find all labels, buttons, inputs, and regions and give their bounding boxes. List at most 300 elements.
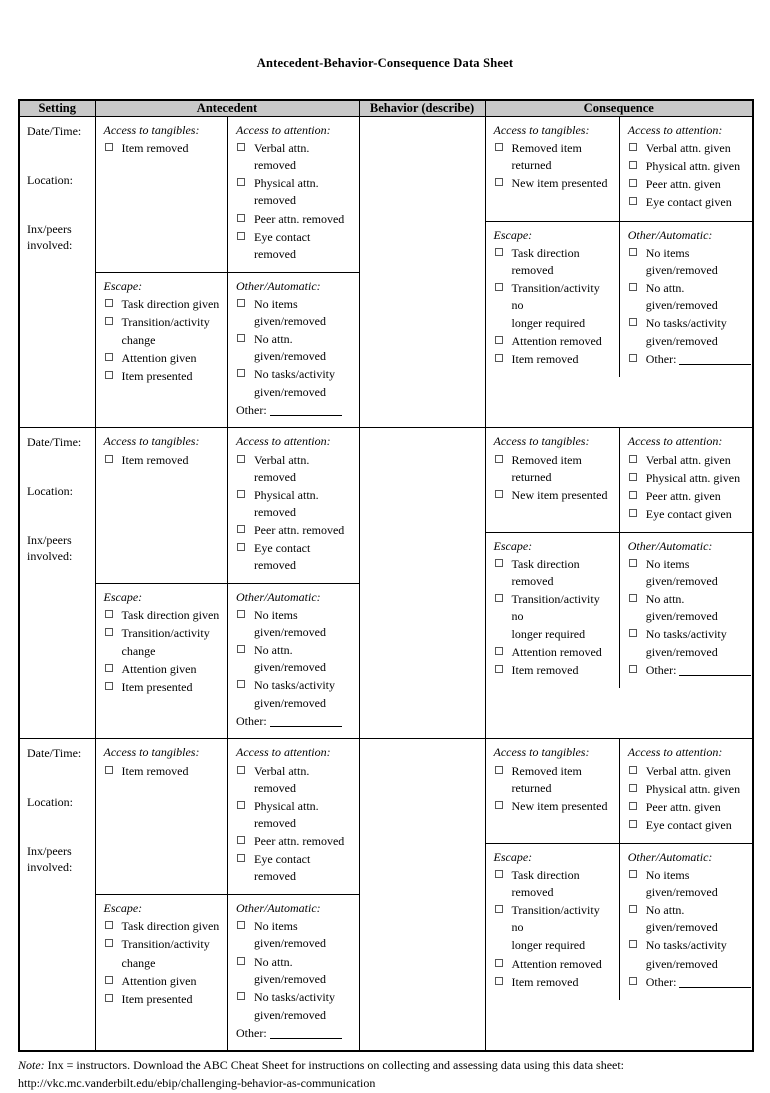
option-label: Eye contact given	[645, 817, 732, 832]
option-label: Verbal attn. removed	[254, 141, 310, 173]
option-label: No tasks/activity	[645, 316, 727, 331]
checkbox-option[interactable]	[628, 470, 745, 487]
other-write-in[interactable]	[236, 713, 352, 730]
option-label: Item removed	[511, 663, 579, 678]
checkbox-option[interactable]	[494, 902, 612, 936]
checkbox-option[interactable]	[494, 245, 612, 279]
location-label: Location:	[27, 795, 73, 810]
checkbox-icon[interactable]	[237, 610, 245, 618]
option-label: Transition/activity no	[511, 903, 600, 935]
checkbox-option[interactable]	[236, 677, 352, 694]
checkbox-option[interactable]	[236, 763, 352, 797]
option-label: No items given/removed	[645, 868, 718, 900]
checkbox-option[interactable]	[628, 315, 745, 332]
checkbox-icon[interactable]	[105, 628, 113, 636]
group-title: Access to tangibles:	[493, 745, 590, 760]
group-title: Escape:	[103, 278, 143, 293]
checkbox-icon[interactable]	[105, 610, 113, 618]
group-title: Access to tangibles:	[103, 123, 200, 137]
checkbox-option[interactable]	[628, 799, 745, 816]
checkbox-icon[interactable]	[495, 336, 503, 344]
antecedent-escape-group	[96, 583, 228, 738]
option-label: Transition/activity	[121, 315, 210, 330]
option-label: Attention given	[121, 973, 197, 988]
consequence-access-tangibles-group	[486, 428, 620, 532]
other-write-in[interactable]	[628, 351, 745, 368]
other-label: Other:	[236, 403, 267, 418]
checkbox-option[interactable]	[104, 936, 221, 953]
checkbox-icon[interactable]	[629, 318, 637, 326]
option-label: Physical attn. removed	[254, 487, 319, 519]
other-write-in[interactable]	[628, 974, 745, 991]
checkbox-option[interactable]	[628, 280, 745, 314]
checkbox-option[interactable]	[628, 781, 745, 798]
option-label: New item presented	[511, 798, 608, 813]
involved-label-line2: involved:	[27, 860, 73, 875]
checkbox-option[interactable]	[628, 556, 745, 590]
other-label: Other:	[645, 663, 677, 678]
checkbox-icon[interactable]	[629, 940, 637, 948]
option-label: longer required	[511, 938, 586, 953]
checkbox-icon[interactable]	[495, 248, 503, 256]
footer-note	[18, 1056, 752, 1093]
checkbox-icon[interactable]	[237, 369, 245, 377]
option-label: Verbal attn. given	[645, 452, 731, 467]
write-in-line[interactable]	[679, 664, 751, 676]
checkbox-icon[interactable]	[495, 801, 503, 809]
checkbox-icon[interactable]	[629, 766, 637, 774]
checkbox-icon[interactable]	[237, 957, 245, 965]
checkbox-icon[interactable]	[629, 905, 637, 913]
checkbox-option[interactable]	[236, 452, 352, 486]
option-label: change	[121, 333, 156, 348]
checkbox-icon[interactable]	[495, 559, 503, 567]
other-write-in[interactable]	[236, 1025, 352, 1042]
checkbox-option[interactable]	[236, 798, 352, 832]
consequence-access-attention-group	[619, 117, 752, 221]
checkbox-option[interactable]	[628, 817, 745, 834]
checkbox-option[interactable]	[236, 642, 352, 676]
checkbox-icon[interactable]	[629, 870, 637, 878]
consequence-other-automatic-group	[619, 532, 752, 688]
checkbox-icon[interactable]	[629, 629, 637, 637]
column-header-setting: Setting	[19, 100, 95, 117]
checkbox-icon[interactable]	[237, 766, 245, 774]
checkbox-icon[interactable]	[495, 594, 503, 602]
note-line	[18, 1056, 752, 1075]
datetime-label: Date/Time:	[27, 124, 82, 138]
checkbox-icon[interactable]	[629, 977, 637, 985]
checkbox-option[interactable]	[494, 956, 612, 973]
behavior-cell[interactable]	[359, 117, 485, 428]
checkbox-option[interactable]	[104, 661, 221, 678]
checkbox-option[interactable]	[628, 452, 745, 469]
checkbox-option[interactable]	[236, 229, 352, 263]
write-in-line[interactable]	[270, 404, 342, 416]
option-label: Eye contact removed	[254, 851, 311, 884]
option-label: No tasks/activity	[645, 938, 727, 953]
checkbox-icon[interactable]	[105, 455, 113, 463]
checkbox-option[interactable]	[628, 158, 745, 175]
option-continuation	[628, 333, 745, 350]
group-title: Other/Automatic:	[627, 538, 713, 553]
option-label: Item presented	[121, 991, 193, 1006]
other-label: Other:	[645, 352, 677, 367]
checkbox-icon[interactable]	[495, 354, 503, 362]
checkbox-icon[interactable]	[629, 354, 637, 362]
checkbox-option[interactable]	[236, 540, 352, 574]
checkbox-option[interactable]	[104, 314, 221, 331]
checkbox-option[interactable]	[236, 918, 352, 952]
checkbox-icon[interactable]	[629, 283, 637, 291]
checkbox-icon[interactable]	[629, 143, 637, 151]
checkbox-option[interactable]	[494, 662, 612, 679]
option-label: change	[121, 955, 156, 970]
option-label: Task direction removed	[511, 557, 580, 589]
checkbox-icon[interactable]	[629, 802, 637, 810]
option-continuation	[628, 956, 745, 973]
option-label: Item removed	[511, 352, 579, 367]
other-label: Other:	[645, 974, 677, 989]
option-label: Eye contact given	[645, 195, 732, 210]
behavior-cell[interactable]	[359, 739, 485, 1051]
option-label: given/removed	[254, 385, 326, 400]
checkbox-option[interactable]	[236, 175, 352, 209]
option-label: Physical attn. given	[645, 470, 741, 485]
checkbox-icon[interactable]	[237, 525, 245, 533]
checkbox-icon[interactable]	[105, 994, 113, 1002]
option-label: No tasks/activity	[254, 989, 335, 1004]
checkbox-icon[interactable]	[105, 371, 113, 379]
checkbox-icon[interactable]	[629, 491, 637, 499]
option-label: No tasks/activity	[645, 627, 727, 642]
consequence-access-attention-group	[619, 739, 752, 843]
page-title: Antecedent-Behavior-Consequence Data Sheet	[256, 56, 514, 70]
option-label: Eye contact given	[645, 506, 732, 521]
option-continuation	[494, 315, 612, 332]
antecedent-other-automatic-group	[228, 895, 359, 1050]
checkbox-option[interactable]	[104, 350, 221, 367]
option-continuation	[628, 644, 745, 661]
checkbox-option[interactable]	[236, 522, 352, 539]
checkbox-icon[interactable]	[495, 283, 503, 291]
group-title: Access to attention:	[627, 745, 723, 760]
checkbox-option[interactable]	[628, 763, 745, 780]
checkbox-icon[interactable]	[105, 299, 113, 307]
checkbox-option[interactable]	[104, 625, 221, 642]
checkbox-icon[interactable]	[237, 992, 245, 1000]
checkbox-option[interactable]	[494, 867, 612, 901]
option-label: No attn. given/removed	[254, 643, 326, 675]
checkbox-option[interactable]	[104, 918, 221, 935]
checkbox-icon[interactable]	[237, 645, 245, 653]
checkbox-icon[interactable]	[237, 490, 245, 498]
checkbox-icon[interactable]	[629, 509, 637, 517]
checkbox-icon[interactable]	[237, 334, 245, 342]
consequence-escape-group	[486, 843, 620, 999]
datetime-label: Date/Time:	[27, 746, 82, 761]
option-label: Verbal attn. given	[645, 763, 731, 778]
checkbox-option[interactable]	[494, 974, 612, 991]
group-title: Other/Automatic:	[236, 278, 321, 293]
option-label: Attention removed	[511, 645, 602, 660]
checkbox-icon[interactable]	[495, 647, 503, 655]
checkbox-option[interactable]	[236, 296, 352, 330]
checkbox-icon[interactable]	[105, 939, 113, 947]
option-label: Physical attn. given	[645, 781, 741, 796]
checkbox-icon[interactable]	[105, 976, 113, 984]
checkbox-icon[interactable]	[495, 143, 503, 151]
checkbox-icon[interactable]	[237, 680, 245, 688]
checkbox-option[interactable]	[494, 280, 612, 314]
checkbox-icon[interactable]	[495, 665, 503, 673]
abc-data-table	[18, 99, 754, 1052]
checkbox-icon[interactable]	[237, 232, 245, 240]
checkbox-icon[interactable]	[629, 248, 637, 256]
table-row	[19, 117, 753, 428]
consequence-cell	[485, 739, 753, 1051]
checkbox-icon[interactable]	[629, 594, 637, 602]
write-in-line[interactable]	[679, 353, 751, 365]
option-label: New item presented	[511, 176, 608, 191]
checkbox-icon[interactable]	[237, 854, 245, 862]
option-label: Task direction given	[121, 919, 220, 934]
checkbox-option[interactable]	[494, 591, 612, 625]
antecedent-cell	[95, 428, 359, 739]
option-label: Item removed	[511, 974, 579, 989]
checkbox-option[interactable]	[628, 867, 745, 901]
group-title: Escape:	[493, 227, 533, 242]
antecedent-escape-group	[96, 272, 228, 427]
checkbox-option[interactable]	[104, 991, 221, 1008]
option-label: Attention removed	[511, 334, 602, 349]
checkbox-option[interactable]	[236, 140, 352, 174]
option-label: Attention given	[121, 351, 197, 366]
checkbox-icon[interactable]	[629, 161, 637, 169]
checkbox-icon[interactable]	[237, 214, 245, 222]
write-in-line[interactable]	[270, 1027, 342, 1039]
option-label: given/removed	[645, 956, 718, 971]
checkbox-icon[interactable]	[629, 197, 637, 205]
checkbox-icon[interactable]	[629, 455, 637, 463]
checkbox-option[interactable]	[104, 140, 221, 157]
option-label: Transition/activity no	[511, 592, 600, 624]
option-label: Transition/activity	[121, 937, 210, 952]
checkbox-option[interactable]	[236, 487, 352, 521]
behavior-cell[interactable]	[359, 428, 485, 739]
option-label: No items given/removed	[645, 245, 718, 277]
option-continuation	[494, 937, 612, 954]
checkbox-option[interactable]	[494, 452, 612, 486]
checkbox-option[interactable]	[236, 607, 352, 641]
location-label: Location:	[27, 172, 73, 187]
checkbox-option[interactable]	[628, 245, 745, 279]
option-label: Transition/activity no	[511, 280, 600, 312]
option-label: No items given/removed	[254, 297, 326, 329]
option-continuation	[104, 955, 221, 972]
checkbox-option[interactable]	[236, 851, 352, 885]
option-label: No items given/removed	[254, 919, 326, 951]
note-url[interactable]: http://vkc.mc.vanderbilt.edu/ebip/challenging-behavior-as-communication	[18, 1076, 376, 1091]
option-label: Physical attn. removed	[254, 176, 319, 208]
option-label: Task direction given	[121, 608, 220, 623]
checkbox-option[interactable]	[494, 798, 612, 815]
checkbox-icon[interactable]	[237, 543, 245, 551]
group-title: Other/Automatic:	[236, 901, 321, 916]
option-label: Task direction removed	[511, 868, 580, 900]
checkbox-icon[interactable]	[105, 921, 113, 929]
checkbox-icon[interactable]	[629, 820, 637, 828]
option-label: longer required	[511, 627, 586, 642]
option-label: No attn. given/removed	[254, 954, 326, 986]
group-title: Access to attention:	[236, 745, 331, 760]
checkbox-icon[interactable]	[495, 959, 503, 967]
group-title: Escape:	[103, 901, 143, 916]
checkbox-icon[interactable]	[237, 921, 245, 929]
column-header-behavior: Behavior (describe)	[359, 100, 485, 117]
checkbox-option[interactable]	[628, 591, 745, 625]
option-label: Item removed	[121, 763, 189, 778]
option-label: change	[121, 644, 156, 659]
option-label: Item removed	[121, 141, 189, 156]
checkbox-icon[interactable]	[495, 977, 503, 985]
checkbox-option[interactable]	[236, 954, 352, 988]
group-title: Access to attention:	[236, 434, 331, 449]
checkbox-icon[interactable]	[495, 178, 503, 186]
checkbox-icon[interactable]	[105, 682, 113, 690]
antecedent-cell	[95, 739, 359, 1051]
checkbox-icon[interactable]	[237, 299, 245, 307]
checkbox-icon[interactable]	[105, 353, 113, 361]
checkbox-icon[interactable]	[629, 473, 637, 481]
checkbox-icon[interactable]	[495, 870, 503, 878]
other-label: Other:	[236, 1025, 267, 1040]
checkbox-option[interactable]	[104, 607, 221, 624]
checkbox-option[interactable]	[494, 763, 612, 797]
setting-cell	[19, 739, 95, 1051]
other-write-in[interactable]	[628, 662, 745, 679]
checkbox-option[interactable]	[104, 452, 221, 469]
group-title: Escape:	[103, 589, 143, 604]
checkbox-icon[interactable]	[105, 317, 113, 325]
checkbox-option[interactable]	[628, 506, 745, 523]
table-row	[19, 428, 753, 739]
checkbox-icon[interactable]	[629, 559, 637, 567]
option-label: given/removed	[254, 696, 326, 711]
checkbox-icon[interactable]	[105, 143, 113, 151]
checkbox-option[interactable]	[104, 679, 221, 696]
antecedent-other-automatic-group	[228, 583, 359, 738]
antecedent-access-attention-group	[228, 739, 359, 894]
checkbox-option[interactable]	[628, 488, 745, 505]
checkbox-option[interactable]	[628, 194, 745, 211]
checkbox-option[interactable]	[628, 140, 745, 157]
option-label: Peer attn. given	[645, 177, 721, 192]
antecedent-access-tangibles-group	[96, 428, 228, 583]
antecedent-access-attention-group	[228, 117, 359, 272]
checkbox-option[interactable]	[104, 973, 221, 990]
checkbox-option[interactable]	[494, 644, 612, 661]
checkbox-icon[interactable]	[237, 178, 245, 186]
option-label: Removed item returned	[511, 452, 582, 484]
checkbox-option[interactable]	[494, 140, 612, 174]
option-label: No attn. given/removed	[645, 280, 718, 312]
setting-cell	[19, 428, 95, 739]
checkbox-option[interactable]	[628, 626, 745, 643]
write-in-line[interactable]	[270, 715, 342, 727]
other-write-in[interactable]	[236, 402, 352, 419]
table-row	[19, 739, 753, 1051]
option-label: Removed item returned	[511, 763, 582, 795]
checkbox-option[interactable]	[236, 366, 352, 383]
checkbox-option[interactable]	[104, 296, 221, 313]
checkbox-icon[interactable]	[237, 455, 245, 463]
checkbox-option[interactable]	[236, 211, 352, 228]
location-label: Location:	[27, 484, 73, 499]
option-label: given/removed	[254, 1007, 326, 1022]
group-title: Escape:	[493, 538, 533, 553]
checkbox-option[interactable]	[628, 937, 745, 954]
option-label: Peer attn. given	[645, 488, 721, 503]
checkbox-icon[interactable]	[495, 455, 503, 463]
other-label: Other:	[236, 714, 267, 729]
checkbox-icon[interactable]	[495, 490, 503, 498]
involved-label-line2: involved:	[27, 549, 73, 563]
checkbox-icon[interactable]	[237, 143, 245, 151]
table-header	[19, 100, 753, 117]
checkbox-icon[interactable]	[629, 665, 637, 673]
option-label: given/removed	[645, 645, 718, 660]
option-label: Eye contact removed	[254, 229, 311, 261]
antecedent-cell	[95, 117, 359, 428]
antecedent-escape-group	[96, 895, 228, 1050]
checkbox-icon[interactable]	[237, 836, 245, 844]
antecedent-access-tangibles-group	[96, 117, 228, 272]
checkbox-icon[interactable]	[237, 801, 245, 809]
checkbox-option[interactable]	[494, 333, 612, 350]
checkbox-option[interactable]	[494, 175, 612, 192]
antecedent-access-tangibles-group	[96, 739, 228, 894]
option-label: No tasks/activity	[254, 678, 335, 693]
involved-label-line2: involved:	[27, 237, 73, 252]
checkbox-icon[interactable]	[495, 766, 503, 774]
checkbox-option[interactable]	[494, 351, 612, 368]
checkbox-option[interactable]	[494, 487, 612, 504]
checkbox-icon[interactable]	[105, 664, 113, 672]
checkbox-icon[interactable]	[629, 179, 637, 187]
checkbox-option[interactable]	[104, 368, 221, 385]
group-title: Other/Automatic:	[627, 227, 713, 242]
option-label: Peer attn. removed	[254, 522, 345, 537]
checkbox-option[interactable]	[628, 176, 745, 193]
write-in-line[interactable]	[679, 976, 751, 988]
group-title: Access to tangibles:	[493, 123, 590, 137]
checkbox-option[interactable]	[628, 902, 745, 936]
option-label: Item removed	[121, 452, 189, 467]
checkbox-option[interactable]	[494, 556, 612, 590]
note-text: Inx = instructors. Download the ABC Cheat Sheet for instructions on collecting and assessing data using this data sheet:	[44, 1057, 625, 1072]
checkbox-option[interactable]	[236, 989, 352, 1006]
checkbox-icon[interactable]	[629, 784, 637, 792]
involved-label-line1: Inx/peers	[27, 844, 72, 859]
checkbox-icon[interactable]	[105, 766, 113, 774]
checkbox-option[interactable]	[236, 331, 352, 365]
checkbox-option[interactable]	[236, 833, 352, 850]
checkbox-option[interactable]	[104, 763, 221, 780]
option-label: Attention given	[121, 662, 197, 677]
checkbox-icon[interactable]	[495, 905, 503, 913]
option-label: Item presented	[121, 369, 193, 384]
